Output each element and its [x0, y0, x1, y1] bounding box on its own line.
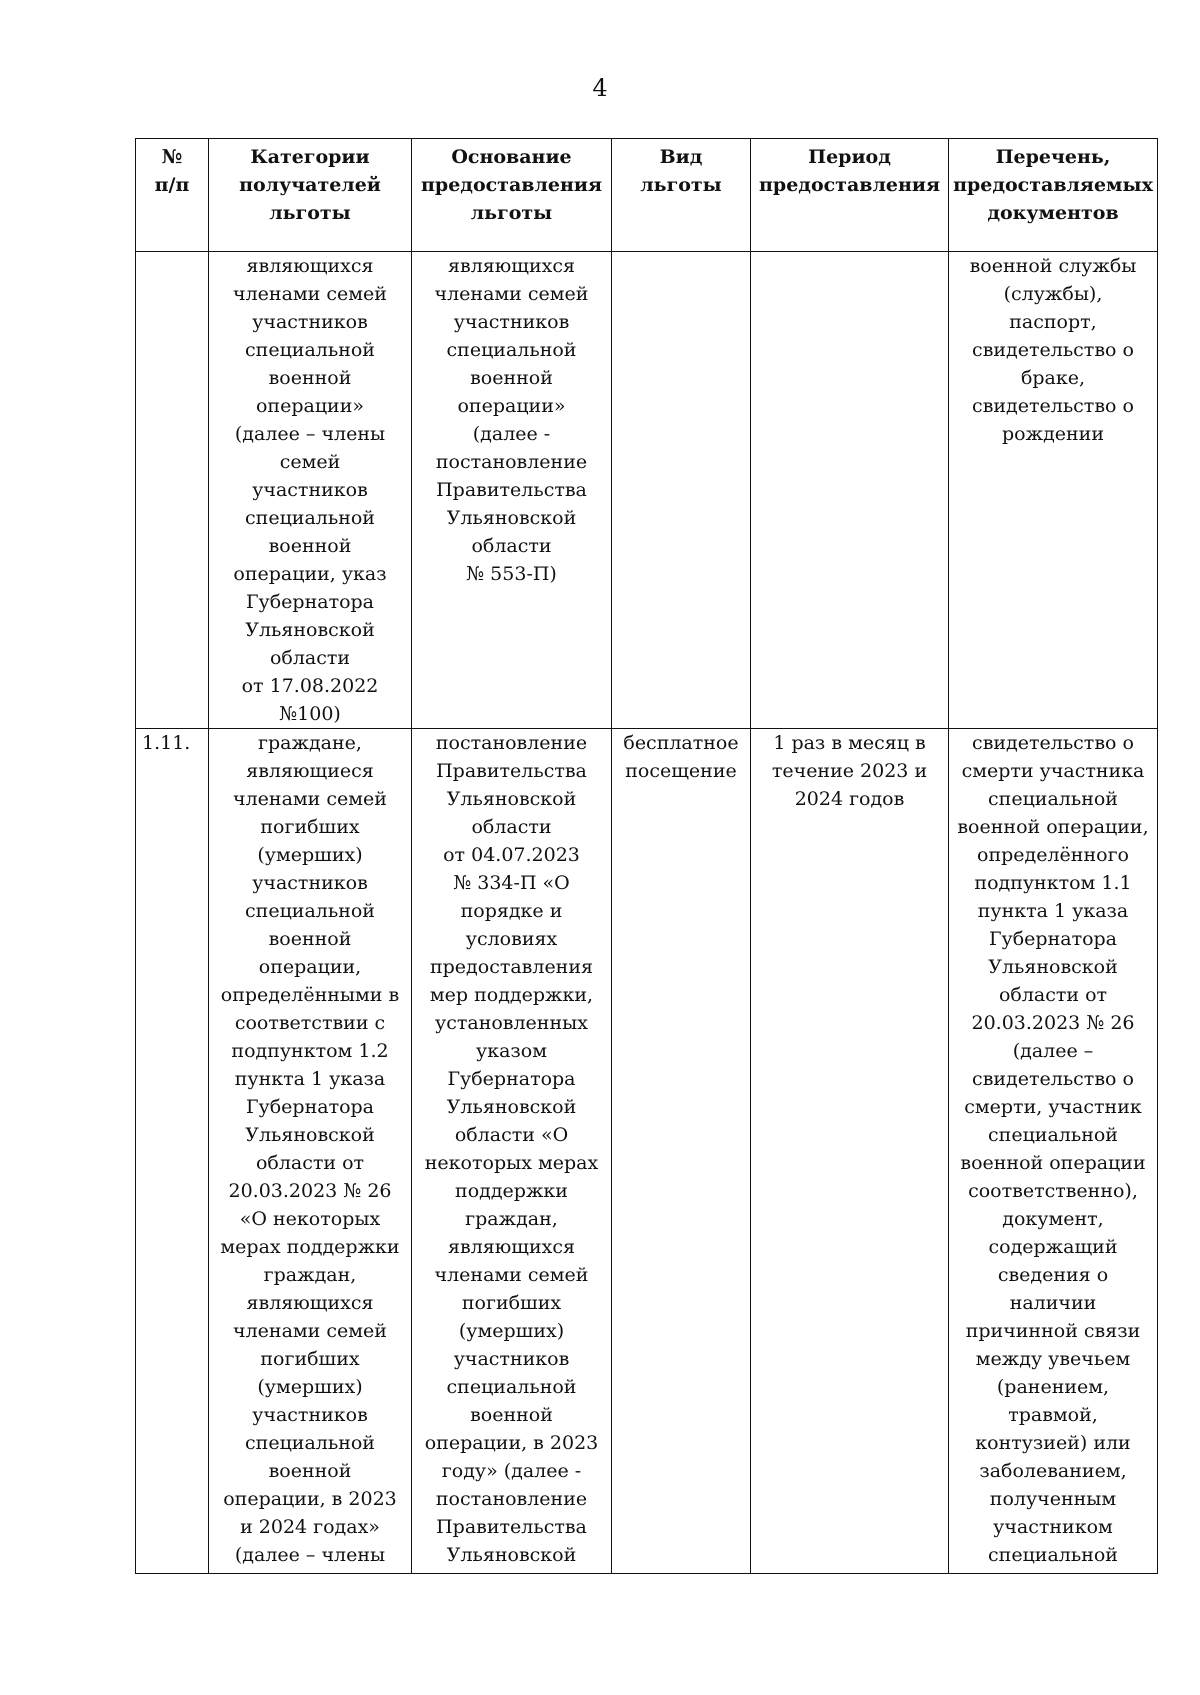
text-line: (умерших) — [458, 1320, 565, 1342]
text-line: военной — [268, 928, 352, 950]
text-line: специальной — [446, 339, 577, 361]
text-line: военной — [268, 535, 352, 557]
text-line: Губернатора — [988, 928, 1118, 950]
table-header-row — [136, 139, 1158, 252]
text-line: Ульяновской — [446, 1544, 577, 1566]
text-line: граждан, — [263, 1264, 357, 1286]
text-line: (далее – члены — [234, 1544, 386, 1566]
text-line: членами семей — [233, 1320, 387, 1342]
text-line: специальной — [988, 1124, 1118, 1146]
text-line: №100) — [279, 703, 341, 725]
text-line: военной — [268, 1460, 352, 1482]
cell-category — [209, 729, 412, 1574]
text-line: документ, — [1002, 1208, 1104, 1230]
text-line: 20.03.2023 № 26 — [971, 1012, 1135, 1034]
text-line: погибших — [260, 1348, 360, 1370]
text-line: специальной — [245, 1432, 375, 1454]
text-line: операции, в 2023 — [424, 1432, 599, 1454]
text-line: от 04.07.2023 — [443, 844, 580, 866]
text-line: соответствии с — [234, 1012, 386, 1034]
text-line: Губернатора — [447, 1068, 576, 1090]
text-line: Основание — [451, 146, 572, 168]
text-line: участников — [252, 479, 368, 501]
text-line: специальной — [988, 788, 1118, 810]
text-line: наличии — [1009, 1292, 1097, 1314]
text-line: области — [471, 535, 552, 557]
cell-documents — [949, 729, 1158, 1574]
text-line: указом — [476, 1040, 547, 1062]
text-line: рождении — [1001, 423, 1104, 445]
text-line: Ульяновской — [446, 788, 577, 810]
cell-type — [612, 252, 751, 729]
text-line: области — [471, 816, 552, 838]
text-line: членами семей — [434, 283, 589, 305]
cell-category — [209, 252, 412, 729]
text-line: определённого — [977, 844, 1129, 866]
text-line: операции, указ — [233, 563, 387, 585]
text-line: военной операции, — [957, 816, 1149, 838]
text-line: документов — [987, 202, 1119, 224]
header-num — [136, 139, 209, 252]
text-line: посещение — [625, 760, 737, 782]
text-line: операции» — [255, 395, 364, 417]
text-line: специальной — [245, 339, 375, 361]
text-line: поддержки — [455, 1180, 568, 1202]
text-line: военной — [470, 367, 553, 389]
text-line: некоторых мерах — [424, 1152, 599, 1174]
text-line: Категории — [250, 146, 370, 168]
text-line: Ульяновской — [988, 956, 1118, 978]
cell-basis — [412, 252, 612, 729]
cell-documents — [949, 252, 1158, 729]
text-line: определёнными в — [220, 984, 400, 1006]
header-documents — [949, 139, 1158, 252]
cell-basis — [412, 729, 612, 1574]
text-line: области от — [998, 984, 1108, 1006]
text-line: являющихся — [448, 1236, 575, 1258]
text-line: контузией) или — [975, 1432, 1131, 1454]
text-line: области «О — [454, 1124, 569, 1146]
text-line: Вид — [659, 146, 703, 168]
text-line: паспорт, — [1009, 311, 1097, 333]
text-line: области — [269, 647, 351, 669]
text-line: получателей — [239, 174, 381, 196]
text-line: операции» — [457, 395, 566, 417]
text-line: постановление — [435, 732, 588, 754]
text-line: являющиеся — [246, 760, 374, 782]
cell-period — [751, 729, 949, 1574]
text-line: мер поддержки, — [429, 984, 594, 1006]
text-line: Губернатора — [245, 1096, 375, 1118]
table-row — [136, 729, 1158, 1574]
text-line: являющихся — [448, 255, 575, 277]
text-line: членами семей — [233, 283, 387, 305]
text-line: Ульяновской — [446, 1096, 577, 1118]
text-line: (далее – члены — [234, 423, 386, 445]
text-line: № — [161, 146, 183, 168]
text-line: заболеванием, — [979, 1460, 1127, 1482]
text-line: (службы), — [1003, 283, 1103, 305]
text-line: «О некоторых — [239, 1208, 381, 1230]
text-line: смерти, участник — [964, 1096, 1142, 1118]
text-line: граждан, — [465, 1208, 558, 1230]
text-line: военной службы — [969, 255, 1137, 277]
text-line: предоставляемых — [953, 174, 1153, 196]
text-line: пункта 1 указа — [234, 1068, 386, 1090]
text-line: льготы — [470, 202, 553, 224]
text-line: военной — [470, 1404, 553, 1426]
text-line: граждане, — [258, 732, 362, 754]
text-line: году» (далее - — [441, 1460, 582, 1482]
cell-period — [751, 252, 949, 729]
text-line: постановление — [435, 451, 588, 473]
text-line: течение 2023 и — [771, 760, 928, 782]
text-line: льготы — [269, 202, 351, 224]
text-line: подпунктом 1.2 — [231, 1040, 389, 1062]
benefits-table — [135, 138, 1158, 1574]
text-line: специальной — [988, 1544, 1118, 1566]
text-line: мерах поддержки — [220, 1236, 400, 1258]
text-line: свидетельство о — [972, 1068, 1134, 1090]
text-line: (далее – — [1012, 1040, 1094, 1062]
text-line: и 2024 годах» — [240, 1516, 380, 1538]
text-line: являющихся — [246, 255, 374, 277]
text-line: предоставления — [421, 174, 602, 196]
text-line: от 17.08.2022 — [241, 675, 379, 697]
text-line: условиях — [465, 928, 558, 950]
text-line: являющихся — [246, 1292, 374, 1314]
header-category — [209, 139, 412, 252]
text-line: № 553-П) — [466, 563, 557, 585]
text-line: льготы — [640, 174, 722, 196]
header-basis — [412, 139, 612, 252]
text-line: полученным — [989, 1488, 1117, 1510]
text-line: сведения о — [997, 1264, 1109, 1286]
text-line: (умерших) — [257, 1376, 363, 1398]
text-line: участников — [453, 311, 570, 333]
text-line: причинной связи — [965, 1320, 1141, 1342]
text-line: членами семей — [233, 788, 387, 810]
text-line: пункта 1 указа — [977, 900, 1129, 922]
text-line: Перечень, — [995, 146, 1111, 168]
text-line: Правительства — [436, 479, 587, 501]
text-line: участников — [252, 1404, 368, 1426]
text-line: между увечьем — [975, 1348, 1131, 1370]
text-line: специальной — [245, 507, 375, 529]
text-line: Правительства — [436, 760, 587, 782]
text-line: семей — [279, 451, 341, 473]
text-line: свидетельство о — [972, 395, 1134, 417]
text-line: Правительства — [436, 1516, 587, 1538]
text-line: п/п — [154, 174, 190, 196]
text-line: операции, — [258, 956, 362, 978]
text-line: свидетельство о — [972, 732, 1134, 754]
header-type — [612, 139, 751, 252]
cell-num — [136, 252, 209, 729]
text-line: участников — [453, 1348, 570, 1370]
text-line: Ульяновской — [245, 1124, 375, 1146]
text-line: подпунктом 1.1 — [974, 872, 1132, 894]
text-line: предоставления — [429, 956, 593, 978]
text-line: военной — [268, 367, 352, 389]
text-line: постановление — [435, 1488, 588, 1510]
text-line: (умерших) — [257, 844, 363, 866]
text-line: свидетельство о — [972, 339, 1134, 361]
cell-type — [612, 729, 751, 1574]
text-line: Ульяновской — [245, 619, 375, 641]
text-line: Ульяновской — [446, 507, 577, 529]
text-line: участником — [993, 1516, 1113, 1538]
page-number: 4 — [592, 74, 608, 102]
text-line: смерти участника — [961, 760, 1145, 782]
text-line: Период — [808, 146, 891, 168]
text-line: (ранением, — [996, 1376, 1110, 1398]
text-line: браке, — [1020, 367, 1086, 389]
text-line: порядке и — [460, 900, 563, 922]
text-line: области от — [255, 1152, 365, 1174]
text-line: Губернатора — [245, 591, 375, 613]
text-line: предоставления — [759, 174, 940, 196]
text-line: погибших — [461, 1292, 562, 1314]
text-line: бесплатное — [623, 732, 739, 754]
text-line: 20.03.2023 № 26 — [228, 1180, 392, 1202]
text-line: установленных — [435, 1012, 588, 1034]
text-line: содержащий — [988, 1236, 1118, 1258]
text-line: участников — [252, 872, 368, 894]
text-line: военной операции — [960, 1152, 1146, 1174]
text-line: членами семей — [434, 1264, 589, 1286]
text-line: 2024 годов — [794, 788, 905, 810]
table-row — [136, 252, 1158, 729]
text-line: 1.11. — [142, 732, 191, 754]
text-line: специальной — [446, 1376, 577, 1398]
text-line: погибших — [260, 816, 360, 838]
text-line: (далее - — [472, 423, 551, 445]
cell-num — [136, 729, 209, 1574]
text-line: соответственно), — [968, 1180, 1138, 1202]
text-line: специальной — [245, 900, 375, 922]
text-line: участников — [252, 311, 368, 333]
text-line: операции, в 2023 — [223, 1488, 397, 1510]
text-line: 1 раз в месяц в — [773, 732, 926, 754]
text-line: травмой, — [1008, 1404, 1098, 1426]
text-line: № 334-П «О — [453, 872, 570, 894]
header-period — [751, 139, 949, 252]
